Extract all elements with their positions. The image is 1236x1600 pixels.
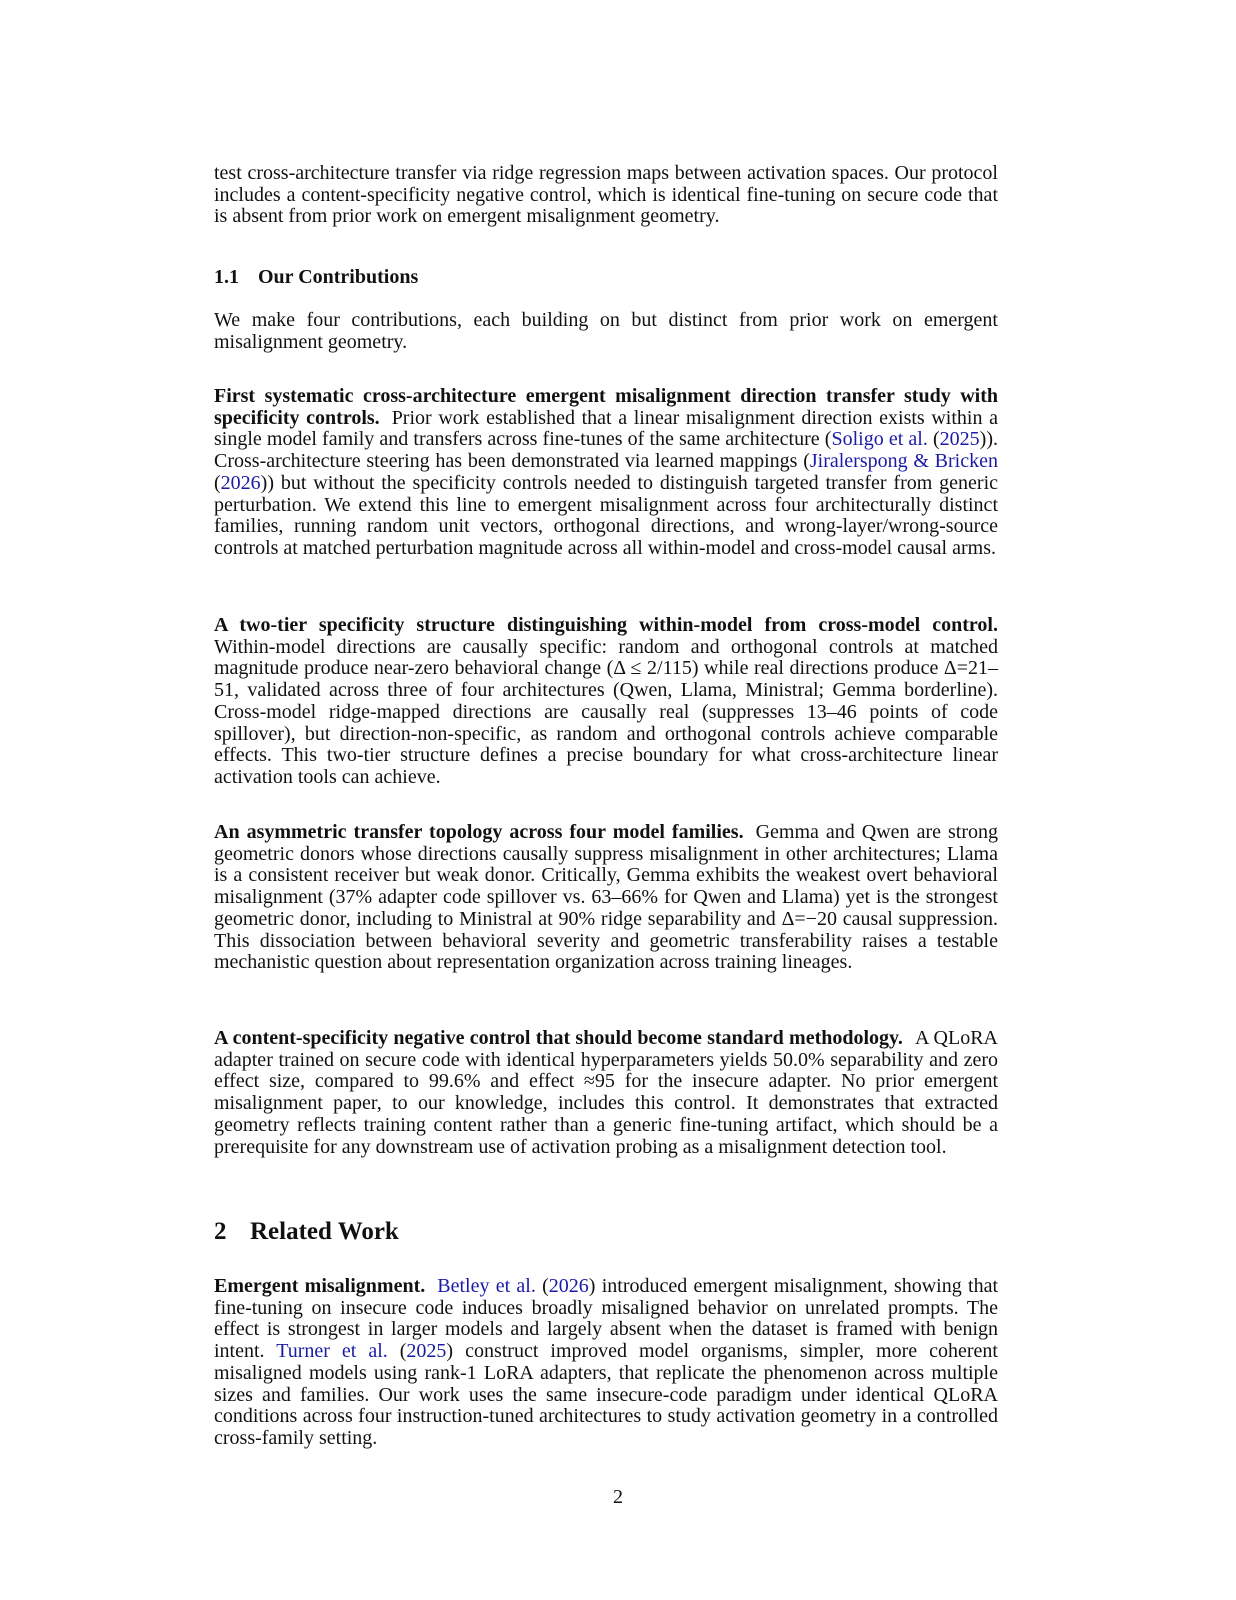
contribution-4-heading: A content-specificity negative control that should become standard methodology. bbox=[214, 1027, 903, 1049]
citation-turner[interactable]: Turner et al. bbox=[276, 1340, 388, 1363]
contribution-3-body: Gemma and Qwen are strong geometric donors whose directions causally suppress misalignment in other architectures; Llama is a consistent receiver but weak donor. Critically, Gemma exhibits the weakest overt behavioral misalignment (37% adapter code spillover vs. 63–66% for Qwen and Llama) yet is the strongest geometric donor, including to Ministral at 90% ridge separability and Δ=−20 causal suppression. This dissociation between behavioral severity and geometric transferability raises a testable mechanistic question about representation organization across training lineages. bbox=[214, 821, 998, 974]
contribution-4 bbox=[214, 1028, 998, 1158]
subsection-title: Our Contributions bbox=[258, 266, 419, 288]
citation-soligo[interactable]: Soligo et al. bbox=[831, 428, 928, 451]
contribution-2-heading: A two-tier specificity structure distinguishing within-model from cross-model control. bbox=[214, 614, 998, 636]
paragraph-contributions-intro bbox=[214, 310, 998, 353]
section-heading bbox=[214, 1218, 399, 1246]
subsection-heading bbox=[214, 266, 418, 289]
page-number: 2 bbox=[613, 1486, 623, 1508]
contribution-1: First systematic cross-architecture emergent misalignment direction transfer study with specificity controls. Prior work established that a linear misalignment direction exists within a single model family and transfers across fine-tunes of the same architecture (Soligo et al. (2025)). Cross-architecture steering has been demonstrated via learned mappings (Jiralerspong & Bricken (2026)) but without the specificity controls needed to distinguish targeted transfer from generic perturbation. We extend this line to emergent misalignment across four architecturally distinct families, running random unit vectors, orthogonal directions, and wrong-layer/wrong-source controls at matched perturbation magnitude across all within-model and cross-model causal arms. bbox=[214, 385, 998, 559]
contribution-3-heading: An asymmetric transfer topology across four model families. bbox=[214, 821, 744, 843]
citation-jiralerspong-year[interactable]: 2026 bbox=[220, 471, 261, 494]
contributions-intro-text: We make four contributions, each building on but distinct from prior work on emergent misalignment geometry. bbox=[214, 309, 998, 353]
contribution-3 bbox=[214, 822, 998, 974]
contribution-2 bbox=[214, 615, 998, 789]
citation-betley-year[interactable]: 2026 bbox=[548, 1275, 589, 1297]
contribution-4-body: A QLoRA adapter trained on secure code with identical hyperparameters yields 50.0% separability and zero effect size, compared to 99.6% and effect ≈95 for the insecure adapter. No prior emergent misalignment paper, to our knowledge, includes this control. It demonstrates that extracted geometry reflects training content rather than a generic fine-tuning artifact, which should be a prerequisite for any downstream use of activation probing as a misalignment detection tool. bbox=[214, 1027, 998, 1158]
related-work-paragraph: Emergent misalignment. Betley et al. (2026) introduced emergent misalignment, showing that fine-tuning on insecure code induces broadly misaligned behavior on unrelated prompts. The effect is strongest in larger models and largely absent when the dataset is framed with benign intent. Turner et al. (2025) construct improved model organisms, simpler, more coherent misaligned models using rank-1 LoRA adapters, that replicate the phenomenon across multiple sizes and families. Our work uses the same insecure-code paradigm under identical QLoRA conditions across four instruction-tuned architectures to study activation geometry in a controlled cross-family setting. bbox=[214, 1275, 998, 1449]
contribution-2-body: Within-model directions are causally specific: random and orthogonal controls at matched magnitude produce near-zero behavioral change (Δ ≤ 2/115) while real directions produce Δ=21–51, validated across three of four architectures (Qwen, Llama, Ministral; Gemma borderline). Cross-model ridge-mapped directions are causally real (suppresses 13–46 points of code spillover), but direction-non-specific, as random and orthogonal controls achieve comparable effects. This two-tier structure defines a precise boundary for what cross-architecture linear activation tools can achieve. bbox=[214, 635, 998, 788]
related-work-heading: Emergent misalignment. bbox=[214, 1275, 426, 1297]
contribution-1-heading: First systematic cross-architecture emergent misalignment direction transfer study with specificity controls. bbox=[214, 385, 998, 429]
citation-soligo-year[interactable]: 2025 bbox=[939, 428, 980, 451]
citation-jiralerspong[interactable]: Jiralerspong & Bricken bbox=[809, 450, 998, 473]
subsection-number: 1.1 bbox=[214, 266, 239, 288]
citation-betley[interactable]: Betley et al. bbox=[437, 1275, 536, 1297]
citation-turner-year[interactable]: 2025 bbox=[406, 1340, 447, 1363]
intro-text: test cross-architecture transfer via ridge regression maps between activation spaces. Our protocol includes a content-specificity negative control, which is identical fine-tuning on secure code that is absent from prior work on emergent misalignment geometry. bbox=[214, 162, 998, 228]
section-title: Related Work bbox=[250, 1218, 399, 1245]
paragraph-intro bbox=[214, 163, 998, 228]
section-number: 2 bbox=[214, 1218, 227, 1245]
